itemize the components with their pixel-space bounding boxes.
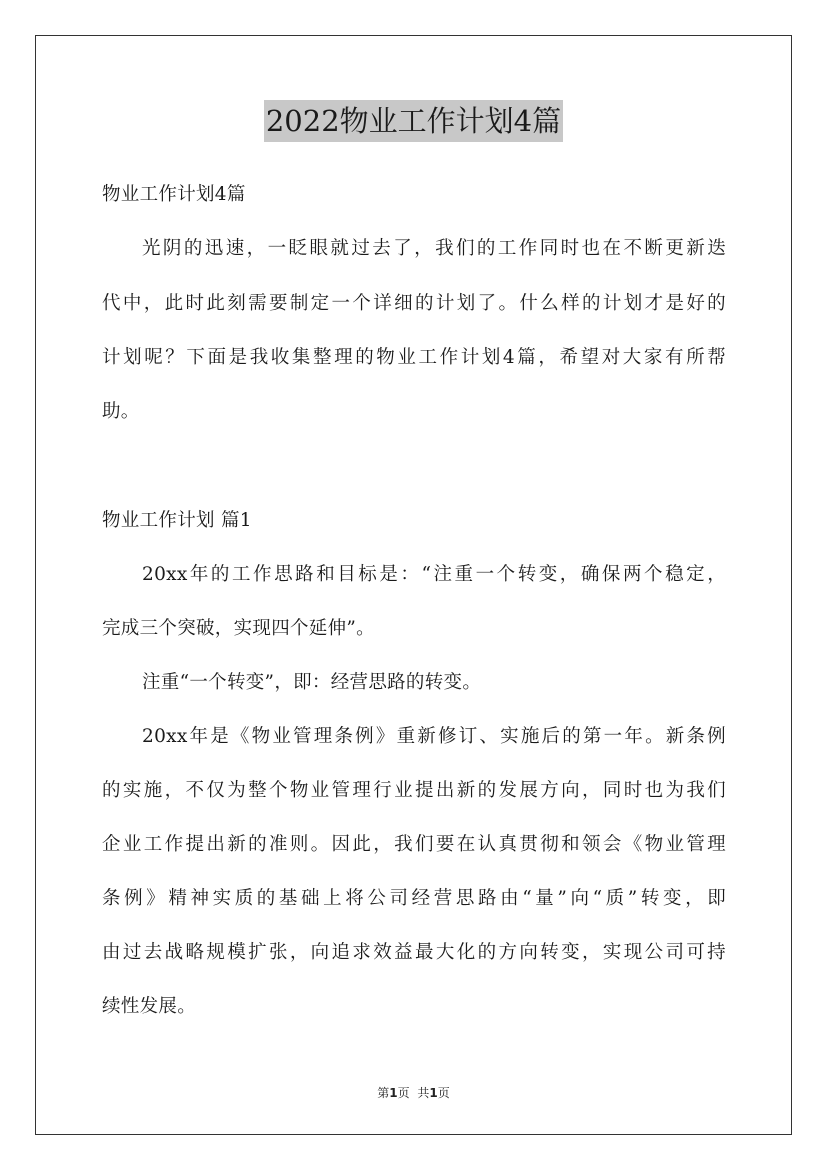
- total-label-pre: 共: [417, 1086, 430, 1100]
- paragraph-line: 注重“一个转变”，即：经营思路的转变。: [142, 672, 482, 693]
- paragraph-line: 助。: [102, 401, 140, 422]
- paragraph-line: 代中，此时此刻需要制定一个详细的计划了。什么样的计划才是好的: [102, 293, 726, 314]
- paragraph-line: 计划呢？下面是我收集整理的物业工作计划4篇，希望对大家有所帮: [102, 347, 726, 368]
- section-heading: 物业工作计划 篇1: [102, 510, 252, 531]
- paragraph-line: 20xx年是《物业管理条例》重新修订、实施后的第一年。新条例: [142, 726, 726, 747]
- page-label-post: 页: [397, 1086, 410, 1100]
- page-number: 1: [389, 1086, 398, 1100]
- paragraph-line: 条例》精神实质的基础上将公司经营思路由“量”向“质”转变，即: [102, 888, 726, 909]
- paragraph-line: 的实施，不仅为整个物业管理行业提出新的发展方向，同时也为我们: [102, 780, 726, 801]
- paragraph-line: 光阴的迅速，一眨眼就过去了，我们的工作同时也在不断更新迭: [142, 238, 726, 259]
- page-footer: [0, 1084, 827, 1101]
- paragraph-line: 续性发展。: [102, 996, 197, 1017]
- paragraph-line: 完成三个突破，实现四个延伸”。: [102, 618, 375, 639]
- paragraph-line: 由过去战略规模扩张，向追求效益最大化的方向转变，实现公司可持: [102, 942, 726, 963]
- total-label-post: 页: [437, 1086, 450, 1100]
- paragraph-line: 20xx年的工作思路和目标是：“注重一个转变，确保两个稳定，: [142, 564, 726, 585]
- paragraph-line: 企业工作提出新的准则。因此，我们要在认真贯彻和领会《物业管理: [102, 834, 726, 855]
- document-title: 2022物业工作计划4篇: [264, 100, 563, 142]
- section-heading: 物业工作计划4篇: [102, 184, 246, 205]
- title-container: [0, 100, 827, 142]
- page-label-pre: 第: [377, 1086, 390, 1100]
- total-pages: 1: [429, 1086, 438, 1100]
